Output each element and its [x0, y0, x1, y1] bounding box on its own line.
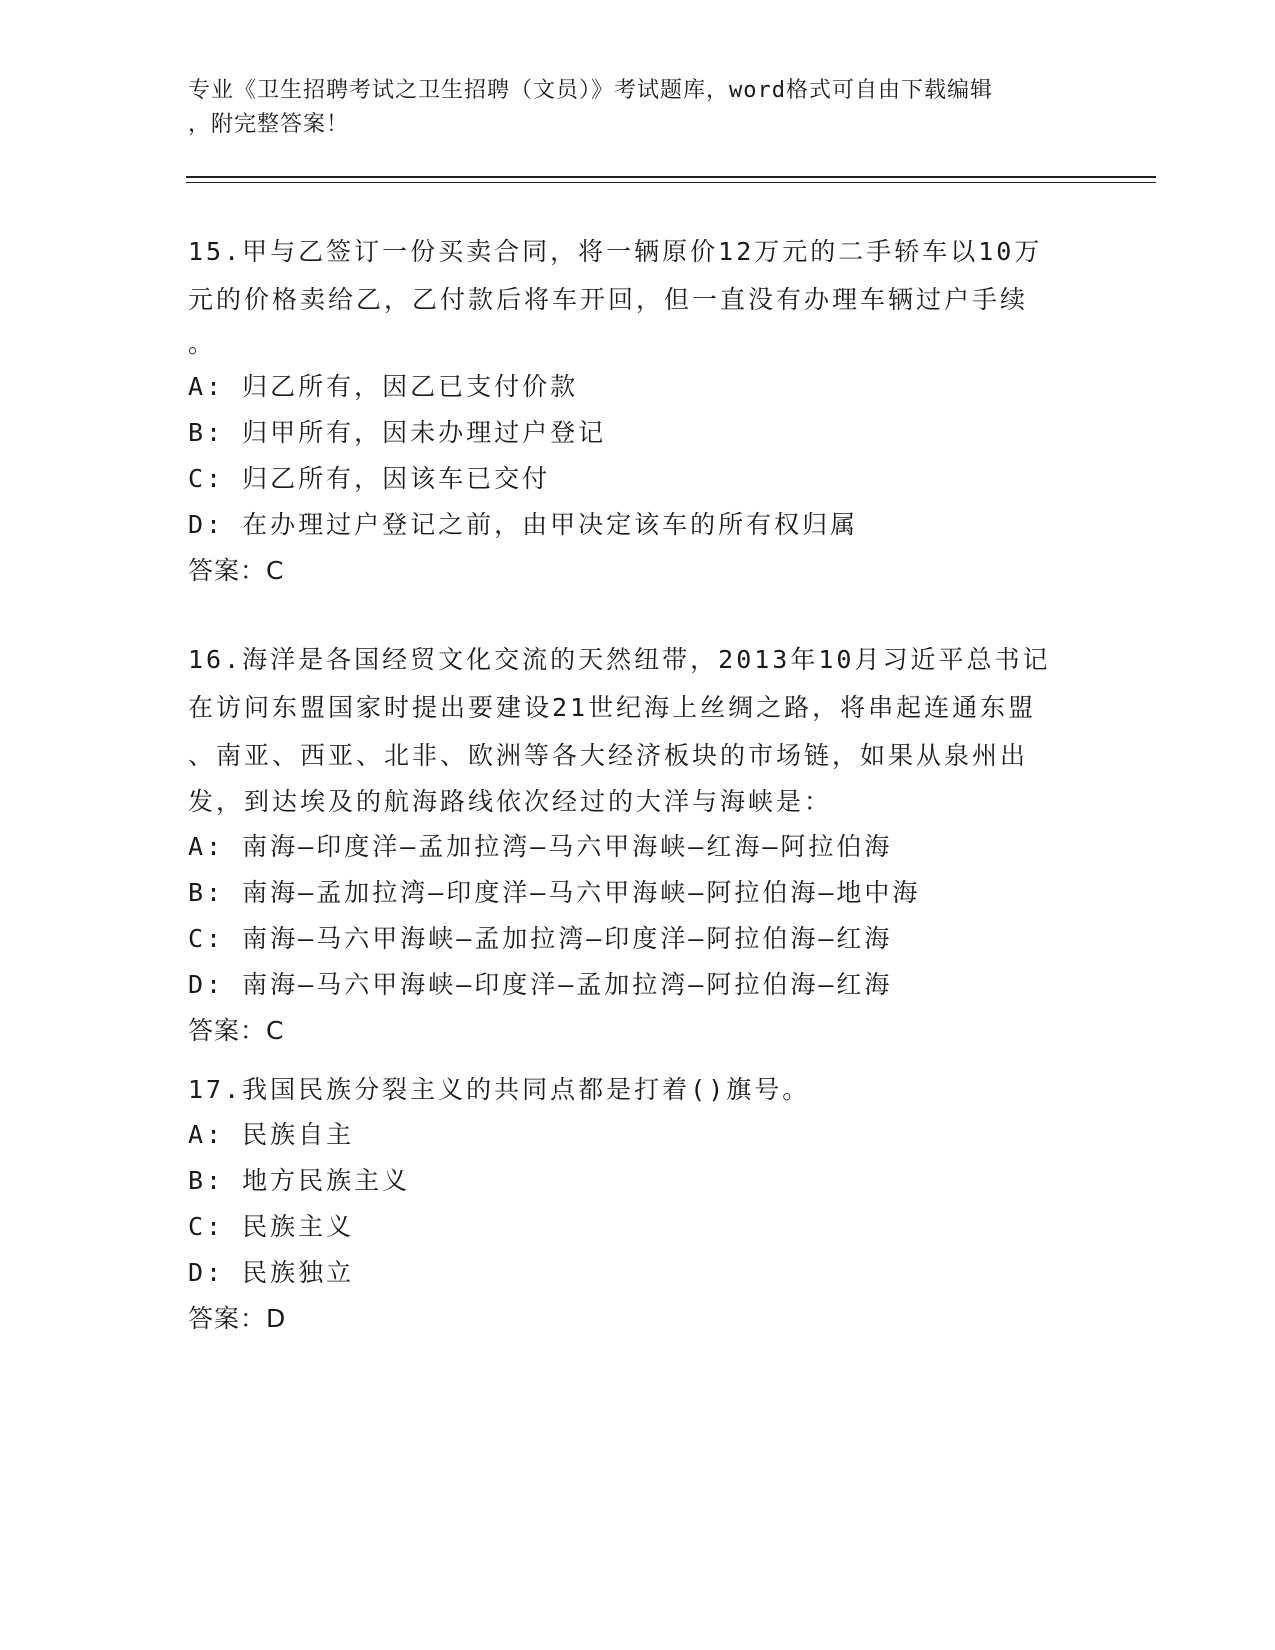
- question-stem-line: 发，到达埃及的航海路线依次经过的大洋与海峡是：: [188, 787, 833, 816]
- option-b: B: 南海—孟加拉湾—印度洋—马六甲海峡—阿拉伯海—地中海: [188, 878, 921, 907]
- question-16: [188, 636, 1078, 1054]
- question-stem-line: 。: [188, 329, 217, 358]
- answer-label: 答案：: [188, 1016, 267, 1045]
- answer-line: [188, 548, 1078, 594]
- option-b: B: 归甲所有，因未办理过户登记: [188, 418, 607, 447]
- option-c: C: 南海—马六甲海峡—孟加拉湾—印度洋—阿拉伯海—红海: [188, 924, 893, 953]
- question-stem-line: 、南亚、西亚、北非、欧洲等各大经济板块的市场链，如果从泉州出: [188, 741, 1029, 770]
- option-d: D: 南海—马六甲海峡—印度洋—孟加拉湾—阿拉伯海—红海: [188, 970, 893, 999]
- answer-label: 答案：: [188, 556, 267, 585]
- question-stem-line: 元的价格卖给乙，乙付款后将车开回，但一直没有办理车辆过户手续: [188, 285, 1029, 314]
- question-stem-line: 在访问东盟国家时提出要建设21世纪海上丝绸之路，将串起连通东盟: [188, 693, 1037, 722]
- question-stem-line: 17.我国民族分裂主义的共同点都是打着()旗号。: [188, 1075, 811, 1104]
- question-stem-line: 16.海洋是各国经贸文化交流的天然纽带，2013年10月习近平总书记: [188, 645, 1051, 674]
- answer-value: D: [266, 1304, 287, 1333]
- question-15: [188, 228, 1078, 594]
- answer-line: [188, 1296, 1078, 1342]
- header-divider: [186, 176, 1156, 178]
- option-d: D: 民族独立: [188, 1258, 355, 1287]
- option-a: A: 民族自主: [188, 1120, 355, 1149]
- option-c: C: 归乙所有，因该车已交付: [188, 464, 551, 493]
- answer-value: C: [266, 1016, 285, 1045]
- option-a: A: 南海—印度洋—孟加拉湾—马六甲海峡—红海—阿拉伯海: [188, 832, 893, 861]
- answer-label: 答案：: [188, 1304, 267, 1333]
- option-b: B: 地方民族主义: [188, 1166, 411, 1195]
- question-17: [188, 1068, 1078, 1342]
- header-divider-second: [186, 182, 1156, 183]
- answer-line: [188, 1008, 1078, 1054]
- option-a: A: 归乙所有，因乙已支付价款: [188, 372, 579, 401]
- question-stem-line: 15.甲与乙签订一份买卖合同，将一辆原价12万元的二手轿车以10万: [188, 237, 1043, 266]
- header-line-1: 专业《卫生招聘考试之卫生招聘（文员）》考试题库，word格式可自由下载编辑: [188, 78, 993, 103]
- document-header: [188, 74, 1088, 142]
- option-c: C: 民族主义: [188, 1212, 355, 1241]
- answer-value: C: [266, 556, 285, 585]
- header-line-2: ，附完整答案！: [188, 112, 350, 137]
- option-d: D: 在办理过户登记之前，由甲决定该车的所有权归属: [188, 510, 859, 539]
